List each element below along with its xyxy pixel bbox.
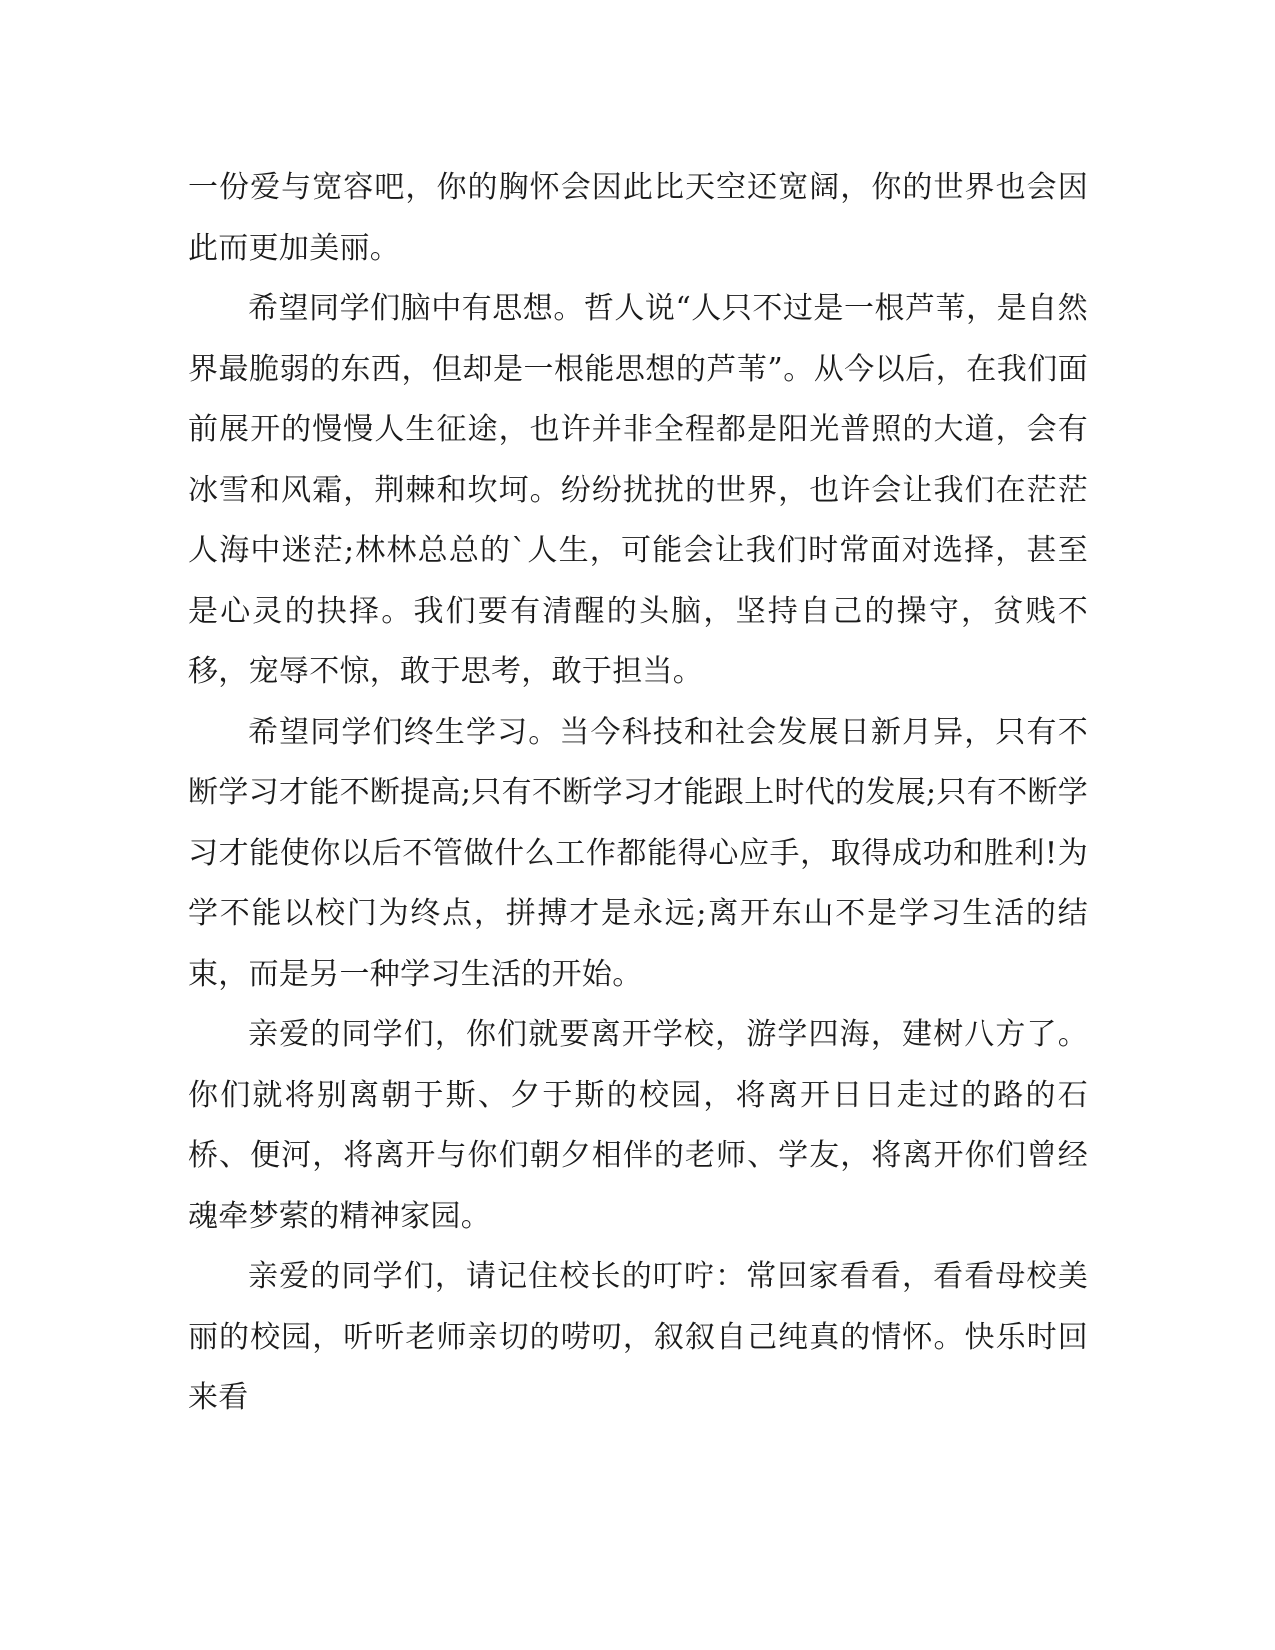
paragraph-continuation: 一份爱与宽容吧，你的胸怀会因此比天空还宽阔，你的世界也会因此而更加美丽。	[188, 170, 1088, 266]
paragraph-farewell: 亲爱的同学们，你们就要离开学校，游学四海，建树八方了。你们就将别离朝于斯、夕于斯的校园，将离开日日走过的路的石桥、便河，将离开与你们朝夕相伴的老师、学友，将离开你们曾经魂牵梦萦的精神家园。	[188, 1017, 1088, 1234]
document-body	[188, 158, 1088, 1429]
paragraph-come-home: 亲爱的同学们，请记住校长的叮咛：常回家看看，看看母校美丽的校园，听听老师亲切的唠叨，叙叙自己纯真的情怀。快乐时回来看	[188, 1259, 1088, 1415]
paragraph-thinking: 希望同学们脑中有思想。哲人说“人只不过是一根芦苇，是自然界最脆弱的东西，但却是一根能思想的芦苇”。从今以后，在我们面前展开的慢慢人生征途，也许并非全程都是阳光普照的大道，会有冰雪和风霜，荆棘和坎坷。纷纷扰扰的世界，也许会让我们在茫茫人海中迷茫;林林总总的`人生，可能会让我们时常面对选择，甚至是心灵的抉择。我们要有清醒的头脑，坚持自己的操守，贫贱不移，宠辱不惊，敢于思考，敢于担当。	[188, 291, 1088, 689]
paragraph-lifelong-learning: 希望同学们终生学习。当今科技和社会发展日新月异，只有不断学习才能不断提高;只有不断学习才能跟上时代的发展;只有不断学习才能使你以后不管做什么工作都能得心应手，取得成功和胜利!为学不能以校门为终点，拼搏才是永远;离开东山不是学习生活的结束，而是另一种学习生活的开始。	[188, 714, 1088, 992]
